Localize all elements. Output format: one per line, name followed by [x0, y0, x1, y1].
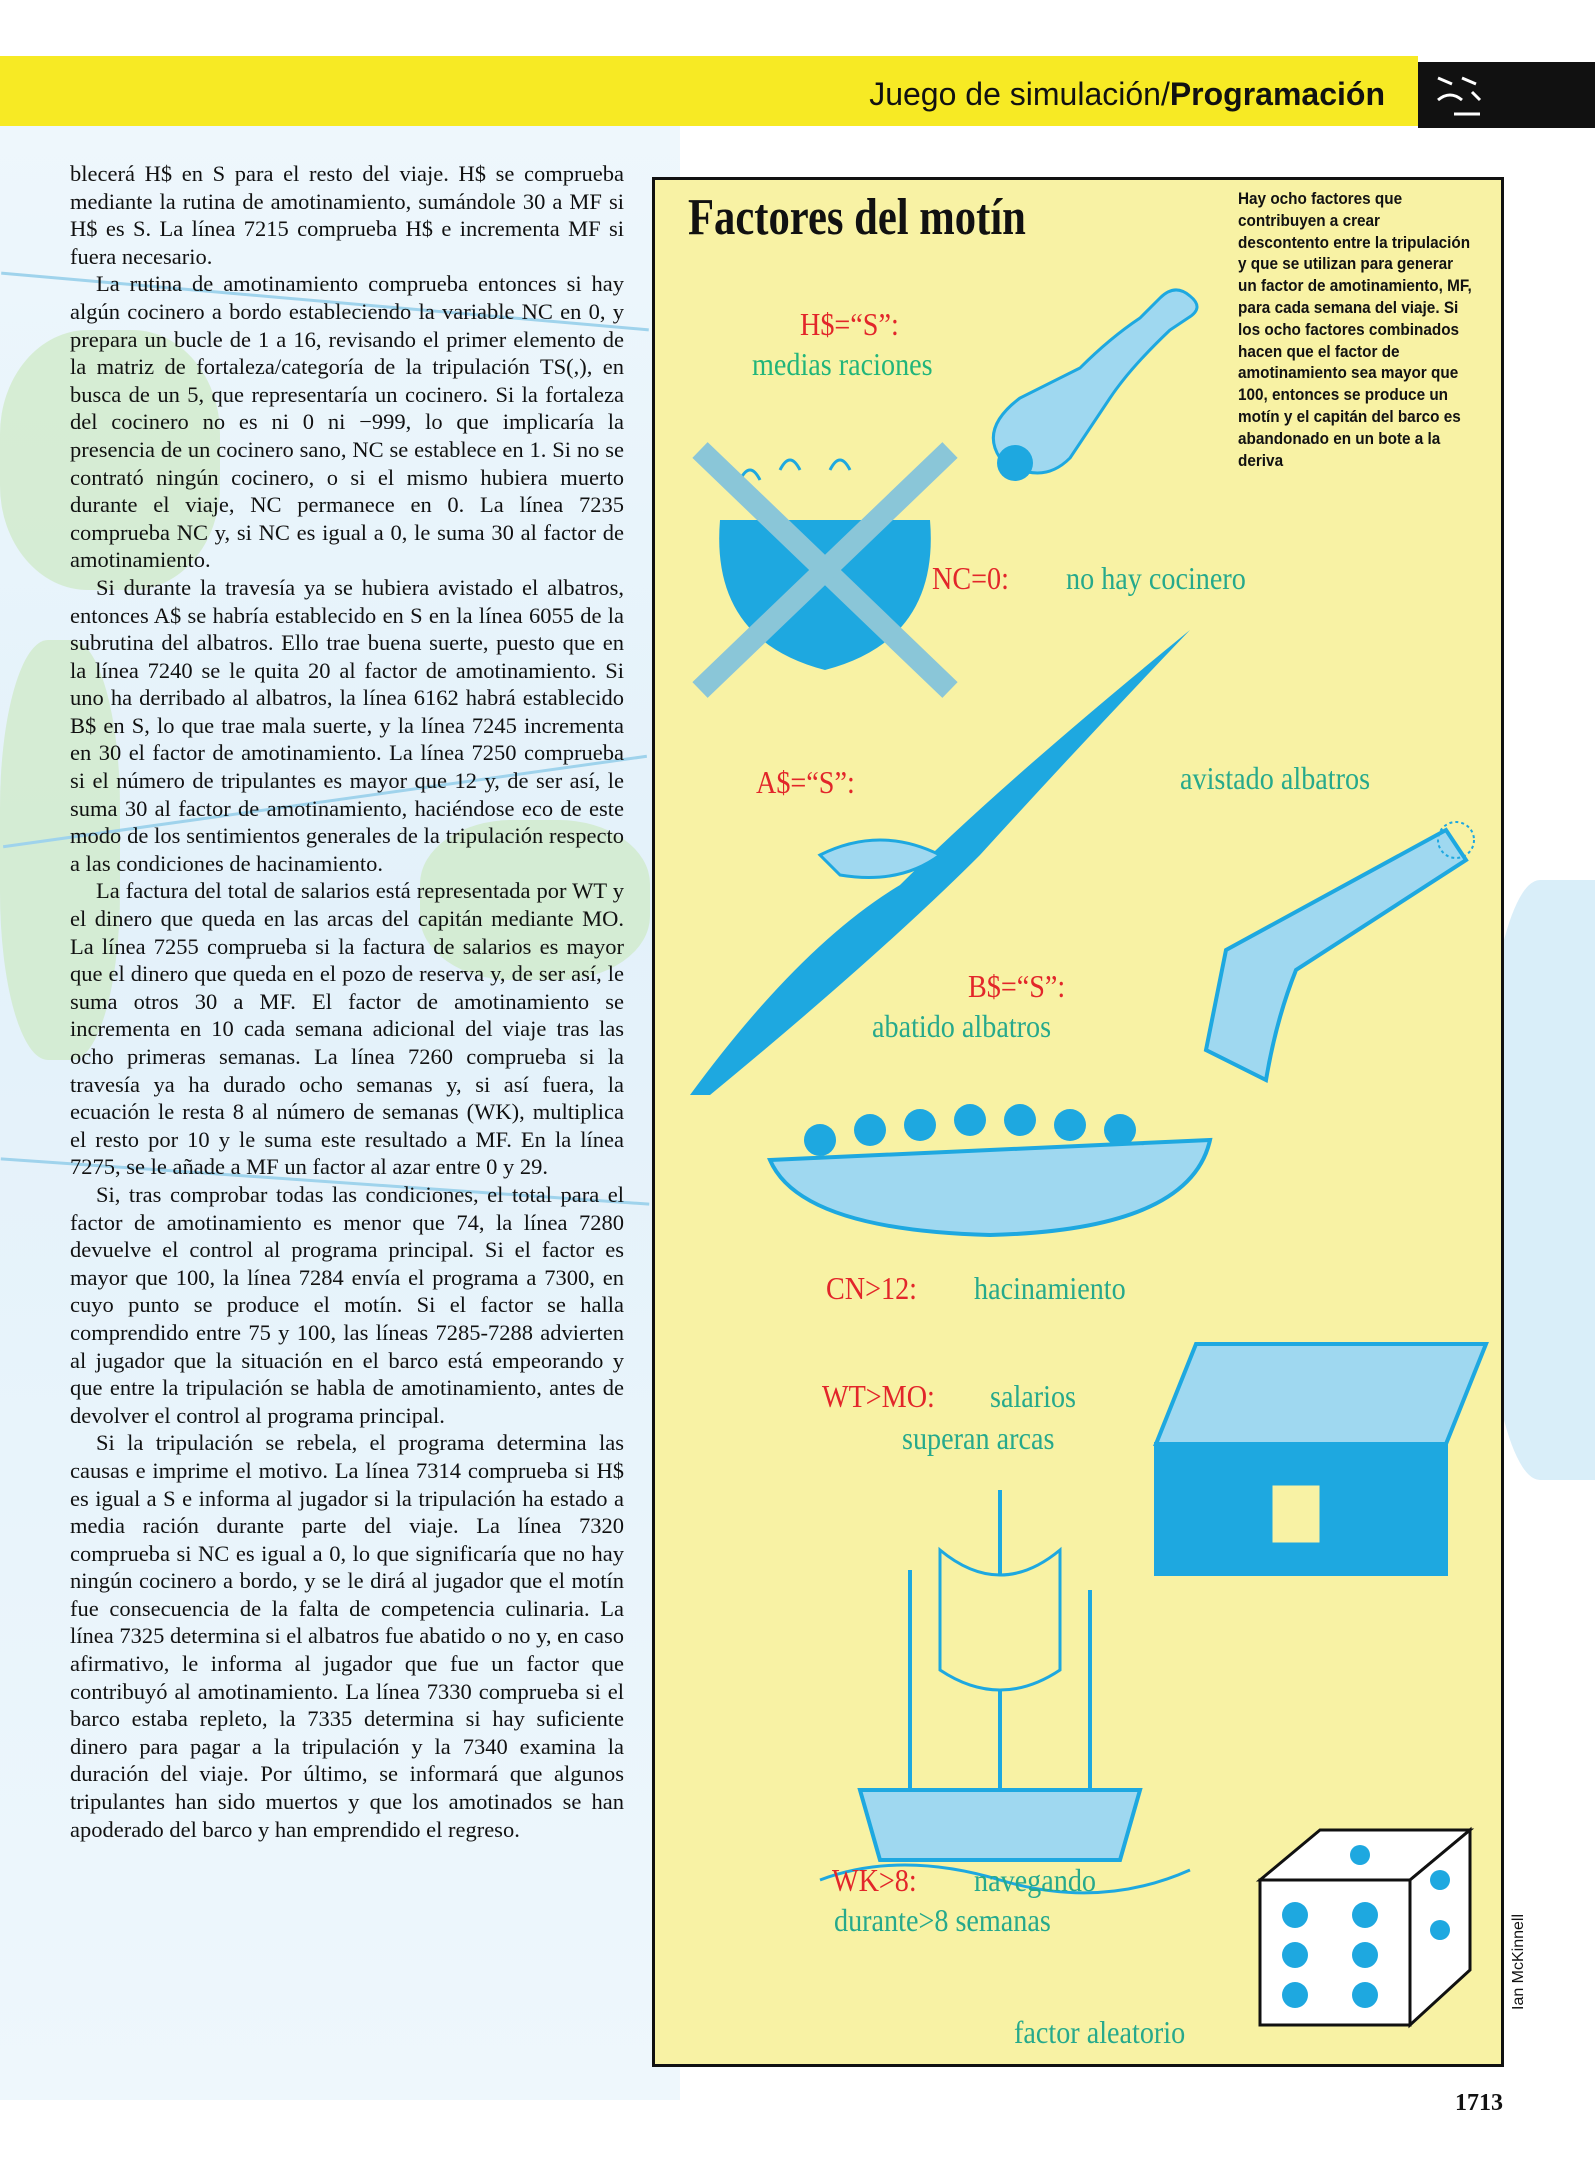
- factor-wk-desc: navegando: [974, 1862, 1096, 1898]
- factor-wt-desc: superan arcas: [902, 1420, 1055, 1456]
- crowded-boat-icon: [760, 1080, 1220, 1240]
- section-logo-icon: [1432, 70, 1488, 122]
- dice-icon: [1250, 1820, 1480, 2030]
- paragraph: Si durante la travesía ya se hubiera avistado el albatros, entonces A$ se habría establecido en S en la línea 6055 de la subrutina del albatros. Ello trae buena suerte, puesto que en la línea 7240 se le quita 20 al factor de amotinamiento. Si uno ha derribado al albatros, la línea 6162 habrá establecido B$ en S, lo que trae mala suerte, y la línea 7245 incrementa en 30 el factor de amotinamiento. La línea 7250 comprueba si el número de tripulantes es mayor que 12 y, de ser así, le suma 30 al factor de amotinamiento, haciéndose eco de este modo de los sentimientos generales de la tripulación respecto a las condiciones de hacinamiento.: [70, 574, 624, 876]
- paragraph: blecerá H$ en S para el resto del viaje. H$ se comprueba mediante la rutina de amotinamiento, sumándole 30 a MF si H$ es S. La línea 7215 comprueba H$ e incrementa MF si fuera necesario.: [70, 161, 624, 269]
- factor-random-desc: factor aleatorio: [1014, 2014, 1186, 2050]
- section-title: Juego de simulación/Programación: [869, 76, 1385, 112]
- page-number: 1713: [1455, 2090, 1503, 2116]
- sailing-ship-icon: [800, 1470, 1200, 1900]
- paragraph: Si la tripulación se rebela, el programa determina las causas e imprime el motivo. La línea 7314 comprueba si H$ es igual a S e informa al jugador si la tripulación ha estado a media ración durante parte del viaje. La línea 7320 comprueba si NC es igual a 0, lo que significaría que no hay ningún cocinero a bordo, y se le dirá al jugador que el motín fue consecuencia de la falta de competencia culinaria. La línea 7325 determina si el albatros fue abatido o no y, en caso afirmativo, le informa al jugador que fue un factor que contribuyó al amotinamiento. La línea 7330 comprueba si el barco estaba repleto, la 7335 determina si hay suficiente dinero para pagar a la tripulación y la 7340 examina la duración del viaje. Por último, se informará que algunos tripulantes han sido muertos y que los amotinados se han apoderado del barco y han emprendido el regreso.: [70, 1430, 624, 1842]
- paragraph: La rutina de amotinamiento comprueba entonces si hay algún cocinero a bordo estableciendo la variable NC en 0, y prepara un bucle de 1 a 16, revisando el primer elemento de la matriz de fortaleza/categoría de la tripulación TS(,), en busca de un 5, que representaría un cocinero. Si la fortaleza del cocinero no es ni 0 ni −999, lo que implicaría la presencia de un cocinero sano, NC se establece en 1. Si no se contrató ningún cocinero, o si el mismo hubiera muerto durante el viaje, NC permanece en 0. La línea 7235 comprueba NC y, si NC es igual a 0, le suma 30 al factor de amotinamiento.: [70, 271, 624, 573]
- panel-caption: Hay ocho factores que contribuyen a crear descontento entre la tripulación y que se utilizan para generar un factor de amotinamiento, MF, para cada semana del viaje. Si los ocho factores combinados hacen que el factor de amotinamiento sea mayor que 100, entonces se produce un motín y el capitán del barco es abandonado en un bote a la deriva: [1238, 189, 1472, 470]
- factor-wt-code: WT>MO:: [822, 1378, 935, 1414]
- factor-cn-code: CN>12:: [826, 1270, 917, 1306]
- bone-meat-icon: [960, 278, 1210, 500]
- factor-nc-desc: no hay cocinero: [1066, 560, 1246, 596]
- illustrator-credit: Ian McKinnell: [1510, 1913, 1527, 2010]
- factor-cn-desc: hacinamiento: [974, 1270, 1126, 1306]
- factor-b-desc: abatido albatros: [872, 1008, 1052, 1044]
- factor-nc-code: NC=0:: [932, 560, 1009, 596]
- factor-wt-desc: salarios: [990, 1378, 1077, 1414]
- factor-wk-desc: durante>8 semanas: [834, 1902, 1051, 1938]
- factor-b-code: B$=“S”:: [968, 968, 1066, 1004]
- paragraph: La factura del total de salarios está representada por WT y el dinero que queda en las arcas del capitán mediante MO. La línea 7255 comprueba si la factura de salarios es mayor que el dinero que queda en el pozo de reserva y, de ser así, le suma otros 30 a MF. El factor de amotinamiento se incrementa en 10 cada semana adicional del viaje tras las ocho primeras semanas. La línea 7260 comprueba si la travesía ya ha durado ocho semanas y, si así fuera, la ecuación le resta 8 al número de semanas (WK), multiplica el resto por 10 y le suma este resultado a MF. En la línea 7275, se le añade a MF un factor al azar entre 0 y 29.: [70, 878, 624, 1180]
- factor-h-desc: medias raciones: [752, 346, 933, 382]
- article-body: [70, 160, 624, 1843]
- factor-wk-code: WK>8:: [832, 1862, 917, 1898]
- paragraph: Si, tras comprobar todas las condiciones, el total para el factor de amotinamiento es menor que 74, la línea 7280 devuelve el control al programa principal. Si el factor es mayor que 100, la línea 7284 envía el programa a 7300, en cuyo punto se produce el motín. Si el factor se halla comprendido entre 75 y 100, las líneas 7285-7288 advierten al jugador que la situación en el barco está empeorando y que entre la tripulación se habla de amotinamiento, antes de devolver el control al programa principal.: [70, 1181, 624, 1428]
- factor-a-code: A$=“S”:: [756, 764, 855, 800]
- factor-h-code: H$=“S”:: [800, 306, 899, 342]
- factor-a-desc: avistado albatros: [1180, 760, 1371, 796]
- panel-title: Factores del motín: [688, 189, 1026, 246]
- pistol-icon: [1186, 820, 1496, 1100]
